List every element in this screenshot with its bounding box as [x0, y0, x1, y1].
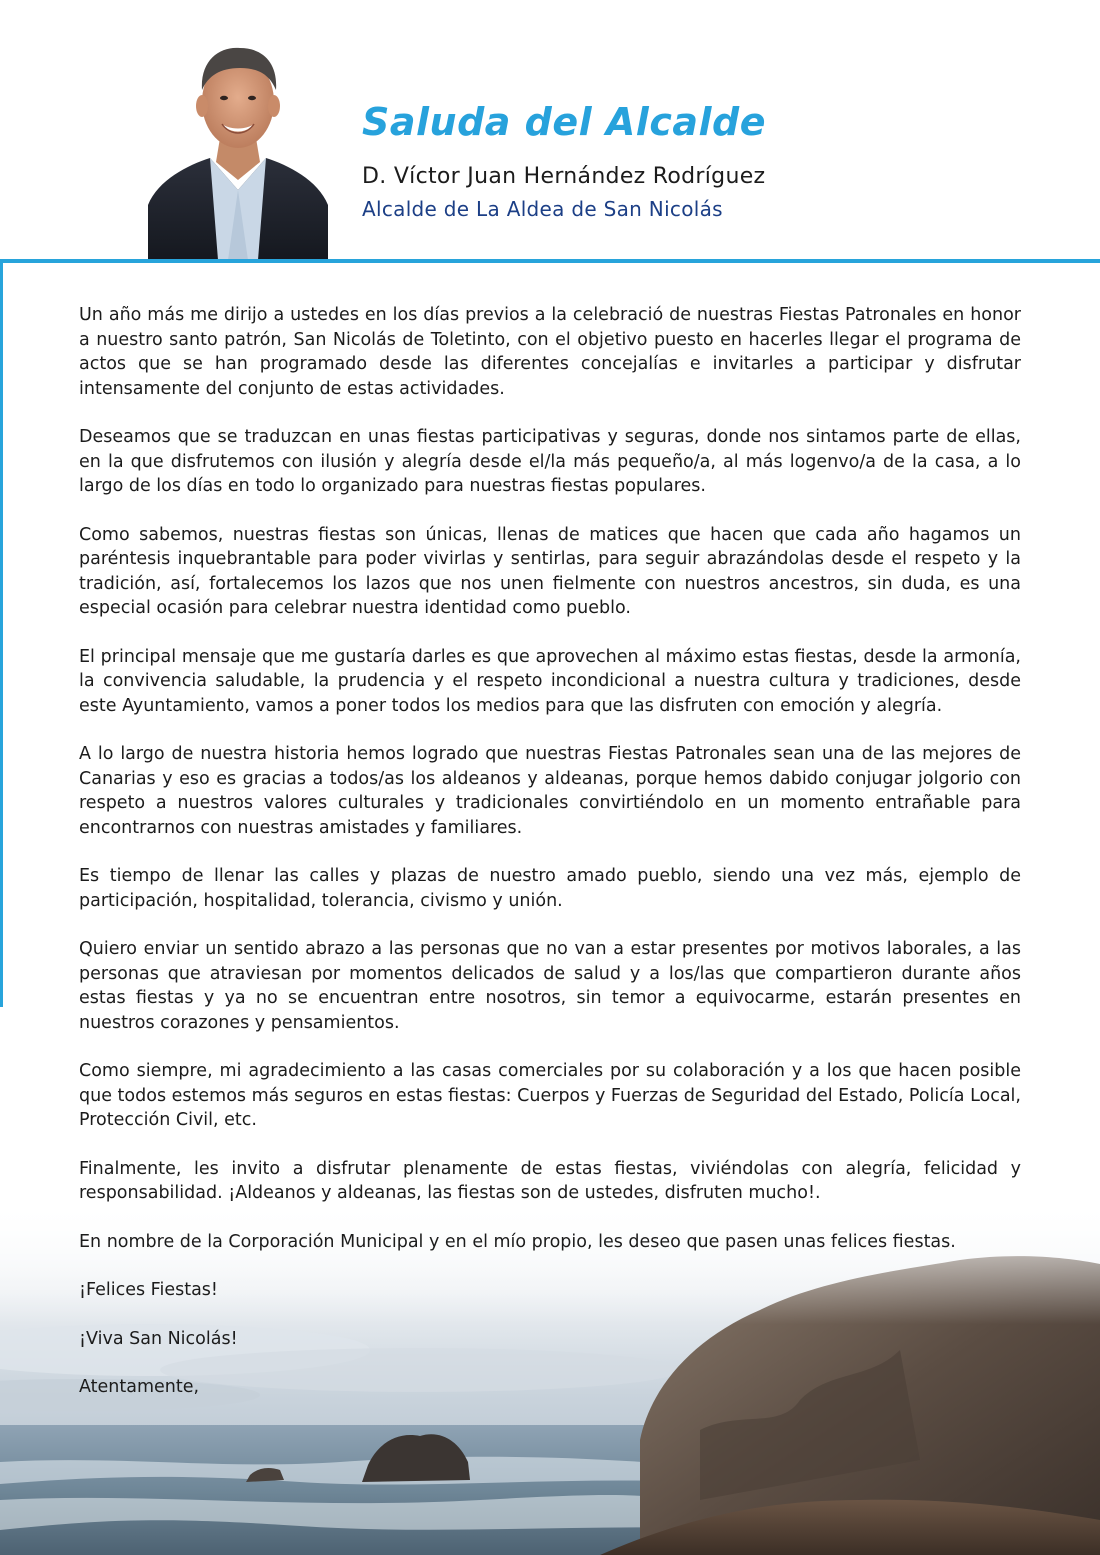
- header-divider: [0, 259, 1100, 263]
- letter-paragraph: A lo largo de nuestra historia hemos logrado que nuestras Fiestas Patronales sean una de las mejores de Canarias y eso es gracias a todos/as los aldeanos y aldeanas, porque hemos dabido conjugar jolgorio con respeto a nuestros valores culturales y tradicionales convirtiéndolo en un momento entrañable para encontrarnos con nuestras amistades y familiares.: [79, 744, 1021, 838]
- letter-paragraph: Como sabemos, nuestras fiestas son únicas, llenas de matices que hacen que cada año hagamos un paréntesis inquebrantable para poder vivirlas y sentirlas, para seguir abrazándolas desde el respeto y la tradición, así, fortalecemos los lazos que nos unen fielmente con nuestros ancestros, sin duda, es una especial ocasión para celebrar nuestra identidad como pueblo.: [79, 524, 1021, 618]
- letter-paragraph: El principal mensaje que me gustaría darles es que aprovechen al máximo estas fiestas, desde la armonía, la convivencia saludable, la prudencia y el respeto incondicional a nuestra cultura y tradiciones, desde este Ayuntamiento, vamos a poner todos los medios para que las disfruten con emoción y alegría.: [79, 646, 1021, 716]
- letter-paragraph: Es tiempo de llenar las calles y plazas de nuestro amado pueblo, siendo una vez más, ejemplo de participación, hospitalidad, tolerancia, civismo y unión.: [79, 866, 1021, 911]
- mayor-portrait-photo: [148, 40, 328, 260]
- letter-paragraph: Deseamos que se traduzcan en unas fiestas participativas y seguras, donde nos sintamos parte de ellas, en la que disfrutemos con ilusión y alegría desde el/la más pequeño/a, al más logenvo/a de la casa, a lo largo de los días en todo lo organizado para nuestras fiestas populares.: [79, 427, 1021, 496]
- closing-viva-san-nicolas: ¡Viva San Nicolás!: [79, 1328, 238, 1349]
- closing-felices-fiestas: ¡Felices Fiestas!: [79, 1280, 218, 1300]
- letter-paragraph: Como siempre, mi agradecimiento a las casas comerciales por su colaboración y a los que hacen posible que todos estemos más seguros en estas fiestas: Cuerpos y Fuerzas de Seguridad del Estado, Policía Local, Protección Civil, etc.: [79, 1061, 1021, 1130]
- left-edge-divider: [0, 262, 3, 1007]
- letter-paragraph: Un año más me dirijo a ustedes en los días previos a la celebració de nuestras Fiestas Patronales en honor a nuestro santo patrón, San Nicolás de Toletinto, con el objetivo puesto en hacerles llegar el programa de actos que se han programado desde las diferentes concejalías e invitarles a participar y disfrutar intensamente del conjunto de estas actividades.: [79, 305, 1021, 399]
- page-title: Saluda del Alcalde: [362, 100, 766, 144]
- mayor-role: Alcalde de La Aldea de San Nicolás: [362, 197, 723, 221]
- sign-off: Atentamente,: [79, 1377, 200, 1397]
- letter-paragraph: Quiero enviar un sentido abrazo a las personas que no van a estar presentes por motivos laborales, a las personas que atraviesan por momentos delicados de salud y a los/las que compartieron durante años estas fiestas y ya no se encuentran entre nosotros, sin temor a equivocarme, estarán presentes en nuestros corazones y pensamientos.: [79, 939, 1021, 1033]
- letter-paragraph: En nombre de la Corporación Municipal y en el mío propio, les deseo que pasen unas felices fiestas.: [79, 1231, 956, 1252]
- mayor-name: D. Víctor Juan Hernández Rodríguez: [362, 164, 766, 189]
- letter-body: [79, 303, 1021, 1424]
- header: [0, 0, 1100, 262]
- letter-paragraph: Finalmente, les invito a disfrutar plenamente de estas fiestas, viviéndolas con alegría, felicidad y responsabilidad. ¡Aldeanos y aldeanas, las fiestas son de ustedes, disfruten mucho!.: [79, 1158, 1021, 1203]
